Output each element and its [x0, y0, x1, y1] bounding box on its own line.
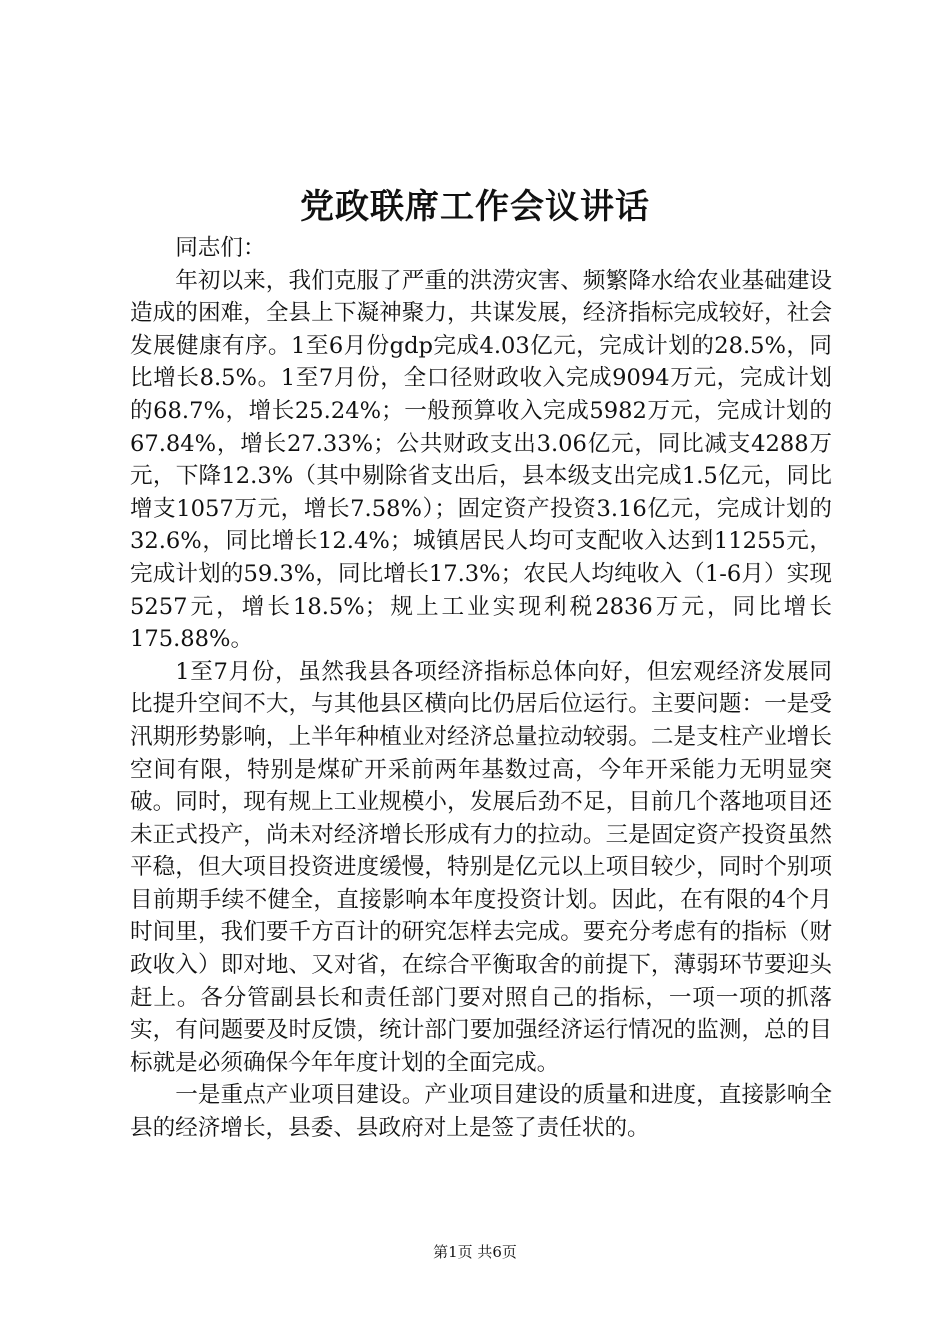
- paragraph-3: 一是重点产业项目建设。产业项目建设的质量和进度，直接影响全县的经济增长，县委、县政府对上是签了责任状的。: [130, 1082, 832, 1142]
- document-body: [130, 232, 832, 1145]
- paragraph-1: 年初以来，我们克服了严重的洪涝灾害、频繁降水给农业基础建设造成的困难，全县上下凝神聚力，共谋发展，经济指标完成较好，社会发展健康有序。1至6月份gdp完成4.03亿元，完成计划的28.5%，同比增长8.5%。1至7月份，全口径财政收入完成9094万元，完成计划的68.7%，增长25.24%；一般预算收入完成5982万元，完成计划的67.84%，增长27.33%；公共财政支出3.06亿元，同比减支4288万元，下降12.3%（其中剔除省支出后，县本级支出完成1.5亿元，同比增支1057万元，增长7.58%）；固定资产投资3.16亿元，完成计划的32.6%，同比增长12.4%；城镇居民人均可支配收入达到11255元，完成计划的59.3%，同比增长17.3%；农民人均纯收入（1-6月）实现5257元，增长18.5%；规上工业实现利税2836万元，同比增长175.88%。: [130, 267, 832, 653]
- paragraph-2: 1至7月份，虽然我县各项经济指标总体向好，但宏观经济发展同比提升空间不大，与其他县区横向比仍居后位运行。主要问题：一是受汛期形势影响，上半年种植业对经济总量拉动较弱。二是支柱产业增长空间有限，特别是煤矿开采前两年基数过高，今年开采能力无明显突破。同时，现有规上工业规模小，发展后劲不足，目前几个落地项目还未正式投产，尚未对经济增长形成有力的拉动。三是固定资产投资虽然平稳，但大项目投资进度缓慢，特别是亿元以上项目较少，同时个别项目前期手续不健全，直接影响本年度投资计划。因此，在有限的4个月时间里，我们要千方百计的研究怎样去完成。要充分考虑有的指标（财政收入）即对地、又对省，在综合平衡取舍的前提下，薄弱环节要迎头赶上。各分管副县长和责任部门要对照自己的指标，一项一项的抓落实，有问题要及时反馈，统计部门要加强经济运行情况的监测，总的目标就是必须确保今年年度计划的全面完成。: [130, 658, 832, 1076]
- salutation: 同志们：: [175, 235, 266, 261]
- page-number-footer: 第1页 共6页: [433, 1243, 517, 1261]
- document-title: 党政联席工作会议讲话: [300, 187, 650, 227]
